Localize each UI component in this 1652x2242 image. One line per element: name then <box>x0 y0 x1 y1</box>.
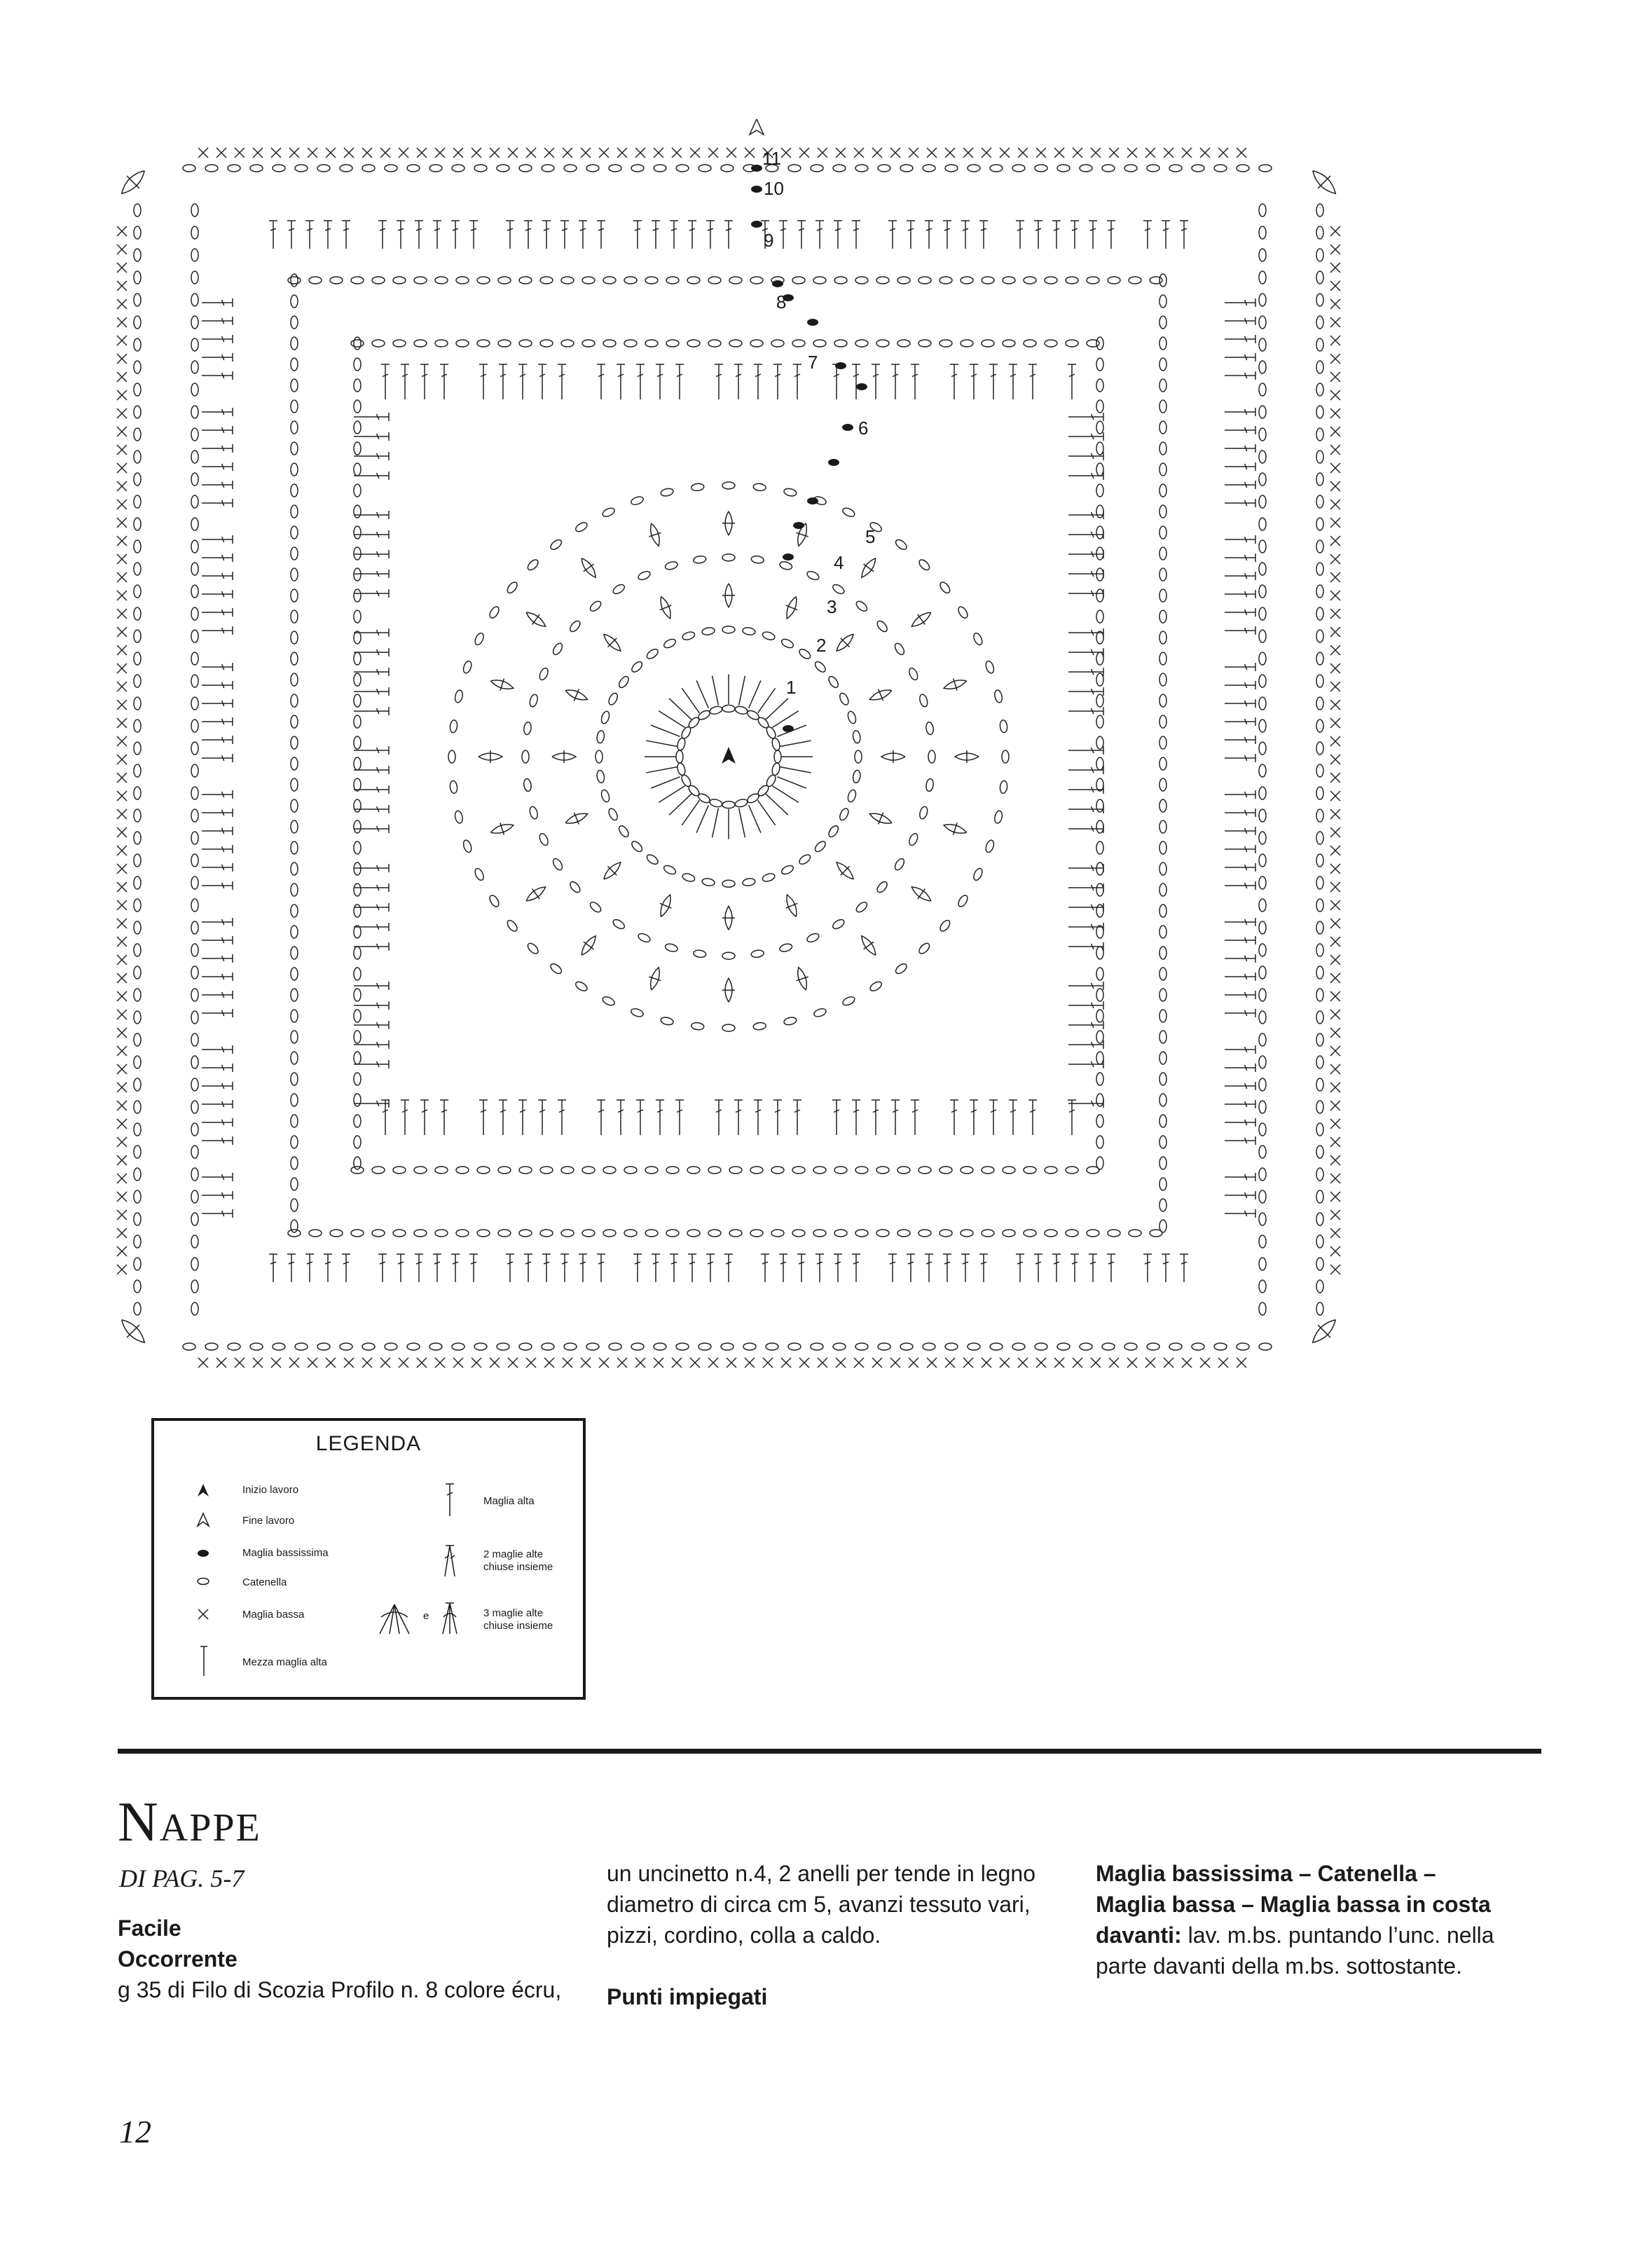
stitch-def-text2: parte davanti della m.bs. sottostante. <box>1096 1953 1462 1979</box>
stitches-heading: Punti impiegati <box>607 1984 768 2009</box>
end-arrow-icon <box>196 1512 210 1527</box>
slip-stitch-icon <box>196 1548 210 1558</box>
legend-title: LEGENDA <box>315 1432 422 1455</box>
column-1 <box>118 1913 580 2005</box>
fan-stitch-icon <box>377 1602 412 1635</box>
legend-label-maglia-bassissima: Maglia bassissima <box>242 1547 329 1559</box>
double-crochet-icon <box>444 1483 455 1518</box>
chain-icon <box>196 1576 210 1586</box>
legend-label-fine: Fine lavoro <box>242 1515 295 1527</box>
half-double-icon <box>199 1645 209 1677</box>
materials-cont2: diametro di circa cm 5, avanzi tessuto vari, <box>607 1892 1031 1917</box>
difficulty-level: Facile <box>118 1916 181 1941</box>
round-label: 8 <box>776 291 787 312</box>
round-label: 4 <box>834 552 844 573</box>
legend-label-2-line1: 2 maglie alte <box>483 1548 544 1560</box>
legend-label-3-maglie-alte <box>483 1607 553 1632</box>
legend-label-3-line2: chiuse insieme <box>483 1620 553 1632</box>
materials-line1: g 35 di Filo di Scozia Profilo n. 8 colore écru, <box>118 1977 562 2002</box>
round-label: 5 <box>865 526 876 547</box>
dc2tog-icon <box>441 1544 458 1578</box>
legend-label-inizio: Inizio lavoro <box>242 1484 299 1496</box>
article-subtitle: DI PAG. 5-7 <box>119 1864 245 1892</box>
legend-label-3-line1: 3 maglie alte <box>483 1607 544 1619</box>
legend-label-maglia-alta: Maglia alta <box>483 1495 535 1507</box>
article-title: Nappe <box>118 1791 261 1853</box>
materials-heading: Occorrente <box>118 1946 238 1972</box>
legend-label-2-line2: chiuse insieme <box>483 1561 553 1573</box>
legend-label-mezza-maglia-alta: Mezza maglia alta <box>242 1656 327 1668</box>
legend-label-catenella: Catenella <box>242 1576 287 1588</box>
legend-conjunction: e <box>423 1610 429 1622</box>
round-label: 6 <box>858 418 869 439</box>
section-divider <box>118 1749 1541 1754</box>
dc3tog-icon <box>440 1602 460 1635</box>
round-label: 2 <box>816 635 827 656</box>
legend-label-2-maglie-alte <box>483 1548 553 1574</box>
start-arrow-icon <box>196 1483 210 1498</box>
page-number: 12 <box>119 2114 151 2150</box>
round-label: 11 <box>762 148 781 169</box>
round-label: 3 <box>827 596 837 617</box>
round-label: 7 <box>808 352 818 373</box>
single-crochet-icon <box>196 1607 210 1621</box>
round-label: 10 <box>764 178 784 199</box>
stitch-def-text1: lav. m.bs. puntando l’unc. nella <box>1181 1923 1494 1948</box>
round-label: 1 <box>786 677 797 698</box>
stitch-def-bold2: Maglia bassa – Maglia bassa in costa <box>1096 1892 1491 1917</box>
stitch-def-bold3: davanti: <box>1096 1923 1182 1948</box>
round-label: 9 <box>764 230 774 251</box>
column-2 <box>607 1858 1083 2012</box>
column-3 <box>1096 1858 1558 1981</box>
stitch-def-bold1: Maglia bassissima – Catenella – <box>1096 1861 1436 1886</box>
crochet-chart-diagram <box>105 119 1352 1387</box>
legend-label-maglia-bassa: Maglia bassa <box>242 1609 305 1621</box>
materials-cont3: pizzi, cordino, colla a caldo. <box>607 1923 881 1948</box>
materials-cont1: un uncinetto n.4, 2 anelli per tende in legno <box>607 1861 1036 1886</box>
legend-box <box>151 1418 586 1700</box>
